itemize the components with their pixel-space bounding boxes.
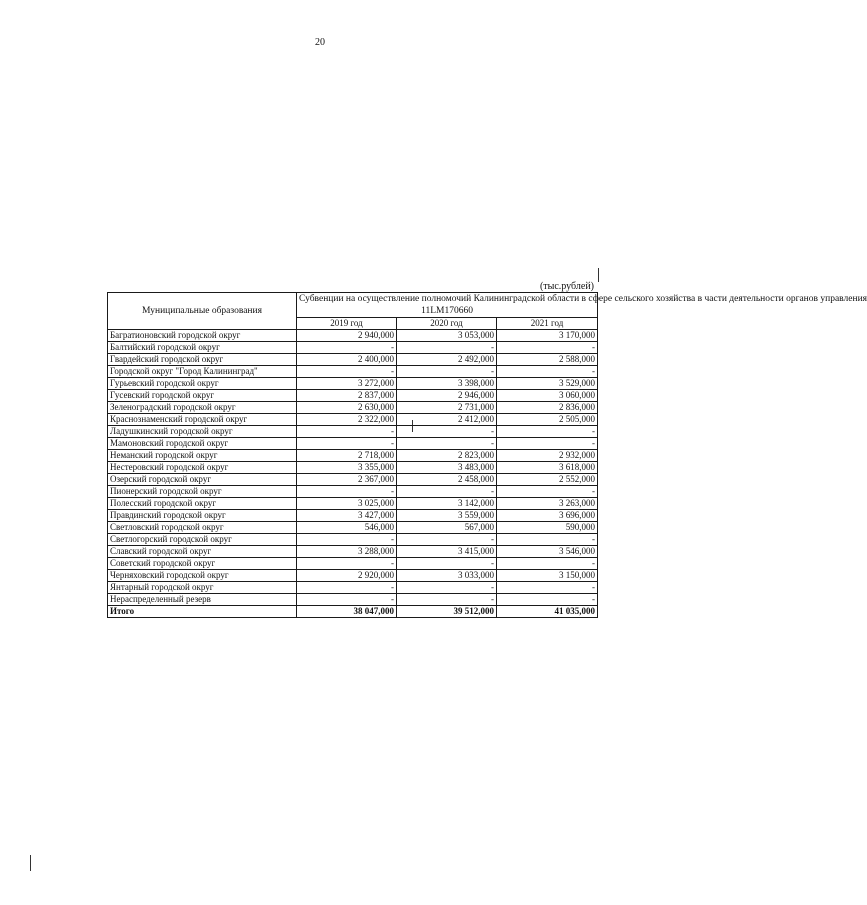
row-name: Пионерский городской округ [108,486,297,498]
value-2021: - [497,534,598,546]
header-year-2021: 2021 год [497,318,598,330]
value-2021: - [497,366,598,378]
row-name: Правдинский городской округ [108,510,297,522]
value-2021: 3 529,000 [497,378,598,390]
scan-mark [598,268,599,282]
value-2019: - [297,558,397,570]
value-2019: - [297,366,397,378]
scan-mark [30,855,31,871]
value-2021: 2 588,000 [497,354,598,366]
value-2020: - [397,486,497,498]
row-name: Нераспределенный резерв [108,594,297,606]
value-2021: 2 552,000 [497,474,598,486]
row-name: Гурьевский городской округ [108,378,297,390]
table-row [108,474,598,486]
value-2020: - [397,342,497,354]
value-2021: - [497,486,598,498]
table-row [108,510,598,522]
total-2019: 38 047,000 [297,606,397,618]
value-2019: 2 718,000 [297,450,397,462]
header-municipalities: Муниципальные образования [108,293,297,330]
row-name: Неманский городской округ [108,450,297,462]
value-2019: 3 025,000 [297,498,397,510]
value-2020: 2 823,000 [397,450,497,462]
header-year-2019: 2019 год [297,318,397,330]
row-name: Светловский городской округ [108,522,297,534]
table-row [108,594,598,606]
value-2020: 2 458,000 [397,474,497,486]
total-label: Итого [108,606,297,618]
table-row [108,414,598,426]
value-2019: 3 355,000 [297,462,397,474]
header-subvention-title: Субвенции на осуществление полномочий Калининградской области в сфере сельского хозяйства в части деятельности органов управления [299,294,867,304]
value-2021: 2 836,000 [497,402,598,414]
table-row [108,450,598,462]
value-2021: - [497,582,598,594]
value-2021: 590,000 [497,522,598,534]
value-2020: 2 731,000 [397,402,497,414]
row-name: Балтийский городской округ [108,342,297,354]
row-name: Полесский городской округ [108,498,297,510]
value-2020: 3 415,000 [397,546,497,558]
value-2020: - [397,426,497,438]
value-2021: - [497,342,598,354]
row-name: Нестеровский городской округ [108,462,297,474]
value-2020: 567,000 [397,522,497,534]
value-2019: - [297,438,397,450]
header-year-2020: 2020 год [397,318,497,330]
header-subvention-code: 11LM170660 [421,306,473,316]
row-name: Янтарный городской округ [108,582,297,594]
value-2021: - [497,426,598,438]
value-2020: 2 412,000 [397,414,497,426]
value-2019: 3 288,000 [297,546,397,558]
row-name: Светлогорский городской округ [108,534,297,546]
value-2020: - [397,534,497,546]
row-name: Озерский городской округ [108,474,297,486]
table-row [108,534,598,546]
total-2020: 39 512,000 [397,606,497,618]
value-2019: 3 427,000 [297,510,397,522]
value-2019: - [297,582,397,594]
value-2019: 2 367,000 [297,474,397,486]
value-2020: - [397,438,497,450]
table-row [108,498,598,510]
value-2019: - [297,594,397,606]
table-row [108,570,598,582]
value-2020: 3 033,000 [397,570,497,582]
value-2021: 3 696,000 [497,510,598,522]
row-name: Багратионовский городской округ [108,330,297,342]
value-2021: 2 932,000 [497,450,598,462]
row-name: Городской округ "Город Калининград" [108,366,297,378]
value-2020: - [397,594,497,606]
value-2020: 2 946,000 [397,390,497,402]
value-2019: - [297,426,397,438]
value-2020: - [397,366,497,378]
row-name: Славский городской округ [108,546,297,558]
value-2020: - [397,582,497,594]
value-2021: 3 546,000 [497,546,598,558]
table-row [108,486,598,498]
value-2019: - [297,486,397,498]
table-row [108,402,598,414]
value-2019: 2 400,000 [297,354,397,366]
total-2021: 41 035,000 [497,606,598,618]
table-row [108,330,598,342]
value-2019: 546,000 [297,522,397,534]
row-name: Краснознаменский городской округ [108,414,297,426]
table-row [108,390,598,402]
table-row [108,582,598,594]
value-2019: 2 837,000 [297,390,397,402]
subvention-table [107,292,867,618]
row-name: Мамоновский городской округ [108,438,297,450]
header-subvention [297,293,867,318]
value-2019: - [297,534,397,546]
table-row [108,354,598,366]
table-row [108,522,598,534]
table-row [108,546,598,558]
row-name: Гусевский городской округ [108,390,297,402]
table-row [108,378,598,390]
value-2020: 3 559,000 [397,510,497,522]
value-2020: 3 483,000 [397,462,497,474]
value-2019: 2 322,000 [297,414,397,426]
row-name: Зеленоградский городской округ [108,402,297,414]
value-2019: 2 940,000 [297,330,397,342]
value-2021: 3 263,000 [497,498,598,510]
value-2021: 3 150,000 [497,570,598,582]
value-2021: - [497,594,598,606]
value-2020: 3 398,000 [397,378,497,390]
value-2020: - [397,558,497,570]
value-2020: 3 142,000 [397,498,497,510]
table-row [108,462,598,474]
table-row [108,558,598,570]
unit-note: (тыс.рублей) [539,281,594,292]
row-name: Советский городской округ [108,558,297,570]
value-2021: 2 505,000 [497,414,598,426]
value-2021: - [497,558,598,570]
row-name: Черняховский городской округ [108,570,297,582]
row-name: Ладушкинский городской округ [108,426,297,438]
value-2020: 2 492,000 [397,354,497,366]
table-row [108,438,598,450]
value-2019: 2 630,000 [297,402,397,414]
value-2021: 3 170,000 [497,330,598,342]
value-2021: - [497,438,598,450]
value-2021: 3 618,000 [497,462,598,474]
table-row [108,426,598,438]
table-row [108,366,598,378]
page-number: 20 [315,37,325,48]
value-2021: 3 060,000 [497,390,598,402]
value-2019: 3 272,000 [297,378,397,390]
value-2019: - [297,342,397,354]
table-row [108,342,598,354]
total-row [108,606,598,618]
value-2019: 2 920,000 [297,570,397,582]
value-2020: 3 053,000 [397,330,497,342]
row-name: Гвардейский городской округ [108,354,297,366]
